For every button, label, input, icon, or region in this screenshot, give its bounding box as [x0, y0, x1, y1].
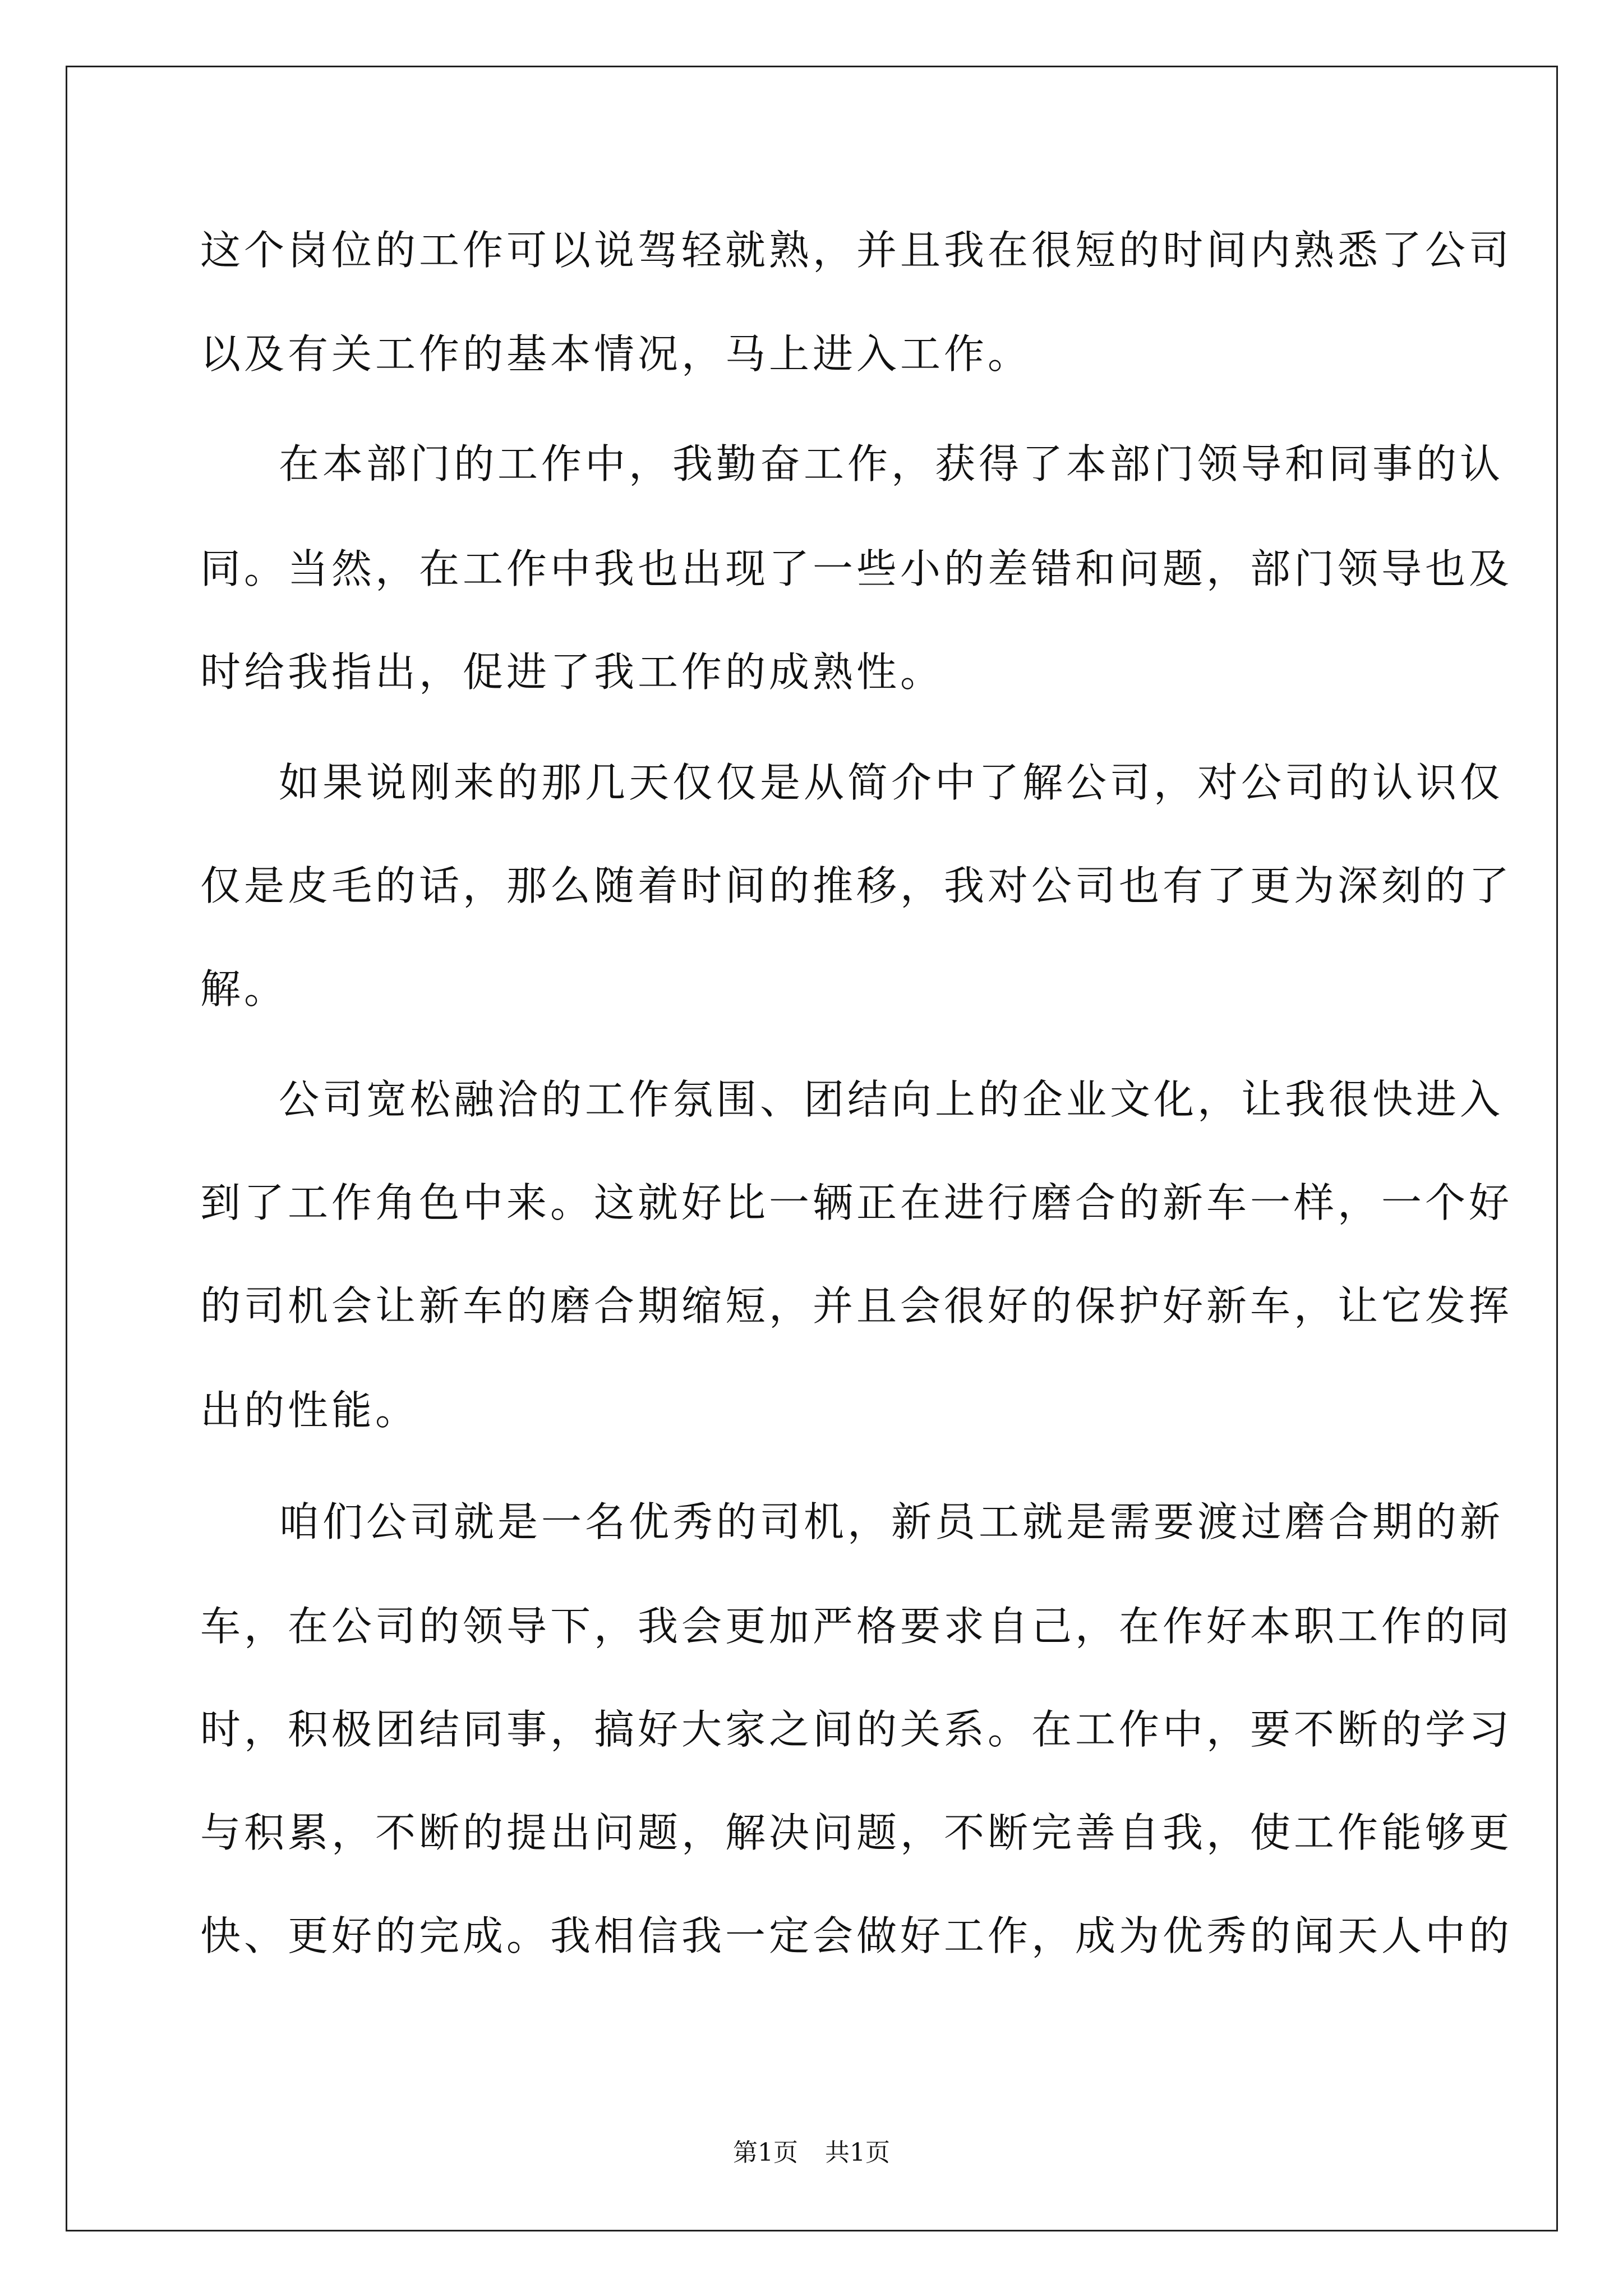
text-line: 时给我指出，促进了我工作的成熟性。: [200, 648, 944, 696]
page-total: 共1页: [825, 2138, 890, 2167]
text-line: 的司机会让新车的磨合期缩短，并且会很好的保护好新车，让它发挥: [200, 1282, 1513, 1329]
page-footer: [0, 2137, 1623, 2169]
text-line: 仅是皮毛的话，那么随着时间的推移，我对公司也有了更为深刻的了: [200, 862, 1513, 909]
paragraph-start-line: 公司宽松融洽的工作氛围、团结向上的企业文化，让我很快进入: [279, 1076, 1504, 1123]
text-line: 快、更好的完成。我相信我一定会做好工作，成为优秀的闻天人中的: [200, 1912, 1513, 1959]
text-line: 这个岗位的工作可以说驾轻就熟，并且我在很短的时间内熟悉了公司: [200, 227, 1513, 274]
text-line: 时，积极团结同事，搞好大家之间的关系。在工作中，要不断的学习: [200, 1706, 1513, 1753]
text-line: 同。当然，在工作中我也出现了一些小的差错和问题，部门领导也及: [200, 545, 1513, 592]
text-line: 出的性能。: [200, 1387, 419, 1434]
paragraph-start-line: 如果说刚来的那几天仅仅是从简介中了解公司，对公司的认识仅: [279, 759, 1504, 806]
page-number: 第1页: [733, 2138, 798, 2167]
text-line: 以及有关工作的基本情况，马上进入工作。: [200, 330, 1032, 378]
text-line: 解。: [200, 965, 288, 1013]
paragraph-start-line: 在本部门的工作中，我勤奋工作，获得了本部门领导和同事的认: [279, 440, 1504, 487]
text-line: 车，在公司的领导下，我会更加严格要求自己，在作好本职工作的同: [200, 1603, 1513, 1650]
paragraph-start-line: 咱们公司就是一名优秀的司机，新员工就是需要渡过磨合期的新: [279, 1498, 1504, 1545]
page-frame: [66, 66, 1558, 2231]
text-line: 与积累，不断的提出问题，解决问题，不断完善自我，使工作能够更: [200, 1809, 1513, 1856]
text-line: 到了工作角色中来。这就好比一辆正在进行磨合的新车一样，一个好: [200, 1179, 1513, 1226]
